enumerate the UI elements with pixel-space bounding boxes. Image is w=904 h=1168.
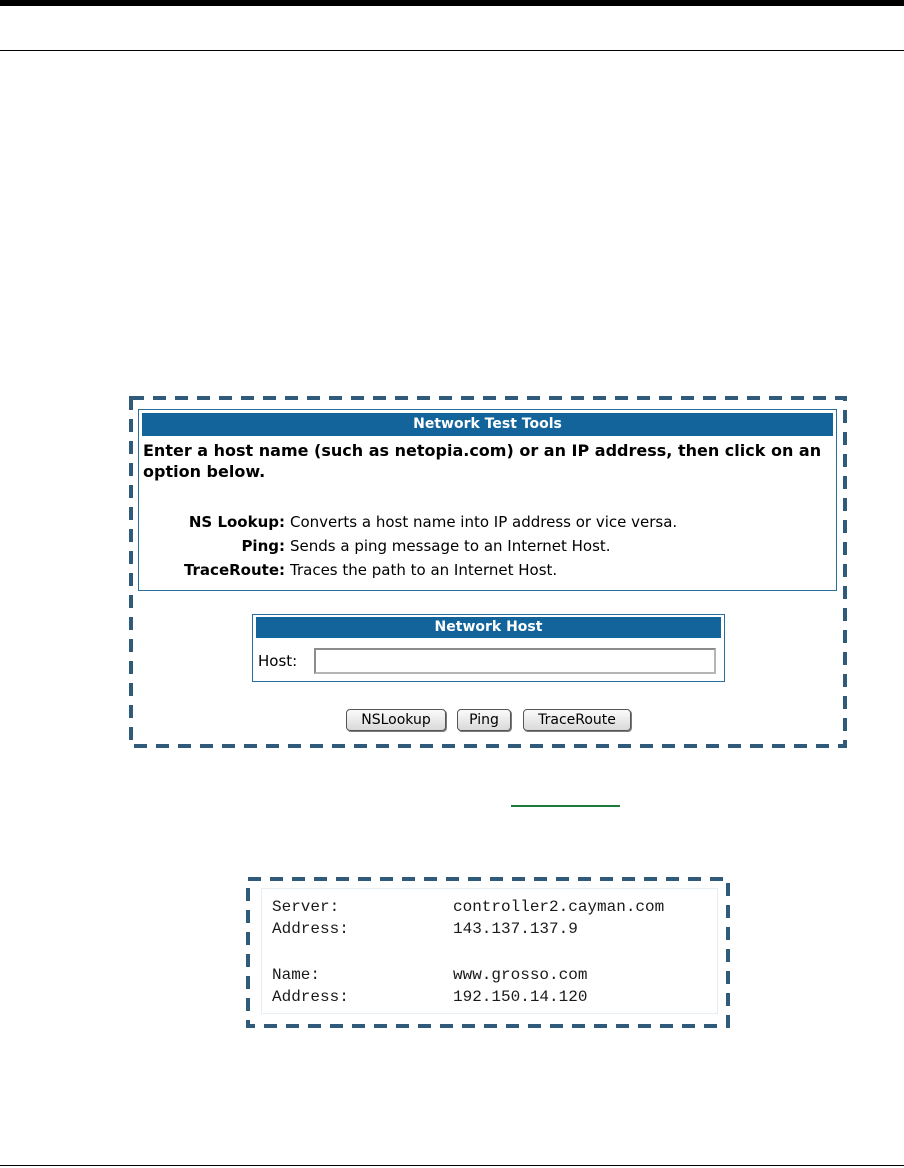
tool-description-list xyxy=(139,510,838,582)
result-value: www.grosso.com xyxy=(453,966,588,984)
network-test-tools-panel xyxy=(138,409,837,591)
tool-name: Ping: xyxy=(241,537,285,555)
tool-description-nslookup xyxy=(139,510,838,534)
link-underline[interactable] xyxy=(511,805,620,807)
result-label: Server: xyxy=(272,898,340,916)
tool-description-text: Converts a host name into IP address or vice versa. xyxy=(290,513,678,531)
host-label: Host: xyxy=(258,652,298,670)
tool-description-traceroute xyxy=(139,558,838,582)
tools-instructions: Enter a host name (such as netopia.com) or an IP address, then click on an option below. xyxy=(143,441,822,481)
result-value: controller2.cayman.com xyxy=(453,898,665,916)
result-label: Name: xyxy=(272,966,321,984)
result-value: 143.137.137.9 xyxy=(453,920,578,938)
nslookup-button[interactable]: NSLookup xyxy=(346,709,446,731)
page-bottom-rule xyxy=(0,1165,904,1166)
tool-name: TraceRoute: xyxy=(183,561,285,579)
result-line-name xyxy=(272,965,587,985)
nslookup-result-output xyxy=(261,888,718,1014)
result-label: Address: xyxy=(272,988,349,1006)
result-line-host-address xyxy=(272,987,587,1007)
tool-name: NS Lookup: xyxy=(188,513,285,531)
tool-description-text: Traces the path to an Internet Host. xyxy=(290,561,558,579)
network-test-tools-header: Network Test Tools xyxy=(142,413,833,436)
page-header-rule xyxy=(0,50,904,51)
result-label: Address: xyxy=(272,920,349,938)
ping-button[interactable]: Ping xyxy=(457,709,511,731)
host-row xyxy=(258,648,718,674)
tool-description-ping xyxy=(139,534,838,558)
result-line-server xyxy=(272,897,664,917)
network-host-header: Network Host xyxy=(256,617,721,638)
network-host-panel xyxy=(252,614,725,682)
traceroute-button[interactable]: TraceRoute xyxy=(523,709,631,731)
host-input[interactable] xyxy=(314,648,716,674)
result-value: 192.150.14.120 xyxy=(453,988,588,1006)
tool-description-text: Sends a ping message to an Internet Host. xyxy=(290,537,611,555)
page-top-rule xyxy=(0,0,904,6)
result-line-server-address xyxy=(272,919,578,939)
